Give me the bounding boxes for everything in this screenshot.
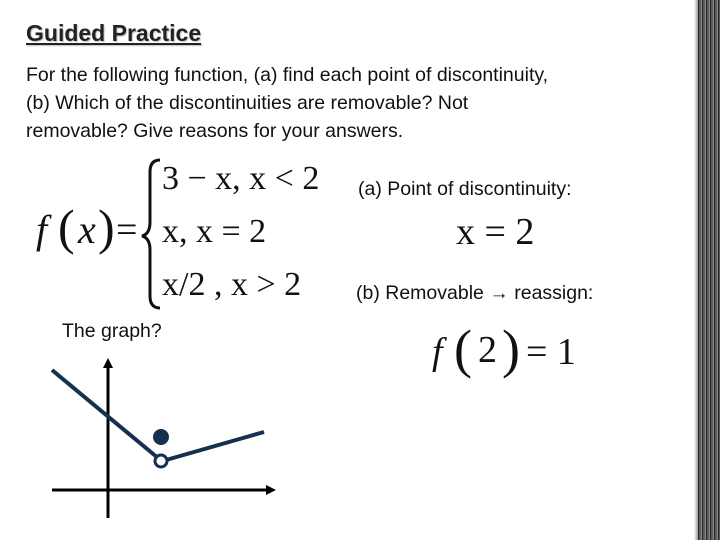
- function-arg: x: [78, 207, 96, 252]
- answer-left-paren: (: [454, 319, 472, 379]
- prompt-line-1: For the following function, (a) find each point of discontinuity,: [26, 64, 549, 86]
- right-branch-line: [166, 432, 264, 460]
- case-1: 3 − x, x < 2: [162, 160, 320, 197]
- case-2: x, x = 2: [162, 213, 267, 250]
- part-a-label: (a) Point of discontinuity:: [358, 178, 572, 200]
- function-name: f: [36, 207, 48, 252]
- part-a-answer: x = 2: [456, 211, 535, 253]
- prompt-line-2: (b) Which of the discontinuities are removable? Not: [26, 92, 469, 114]
- open-point: [155, 455, 167, 467]
- equals-sign: =: [116, 209, 138, 251]
- right-paren: ): [98, 199, 115, 255]
- arrow-right-icon: →: [489, 282, 509, 304]
- answer-rhs: = 1: [526, 331, 576, 373]
- slide-title: Guided Practice: [26, 20, 202, 46]
- filled-point: [153, 429, 169, 445]
- answer-right-paren: ): [502, 319, 520, 379]
- case-3: x/2 , x > 2: [162, 266, 302, 303]
- graph-caption: The graph?: [62, 320, 162, 342]
- prompt-line-3: removable? Give reasons for your answers.: [26, 120, 404, 142]
- answer-arg: 2: [478, 329, 497, 371]
- part-b-label-prefix: (b) Removable: [356, 282, 490, 304]
- answer-function-name: f: [432, 331, 443, 373]
- left-paren: (: [58, 199, 75, 255]
- part-b-label: [356, 282, 593, 305]
- slide-edge-highlight: [694, 0, 698, 540]
- left-branch-line: [52, 370, 158, 458]
- part-b-label-suffix: reassign:: [508, 282, 594, 304]
